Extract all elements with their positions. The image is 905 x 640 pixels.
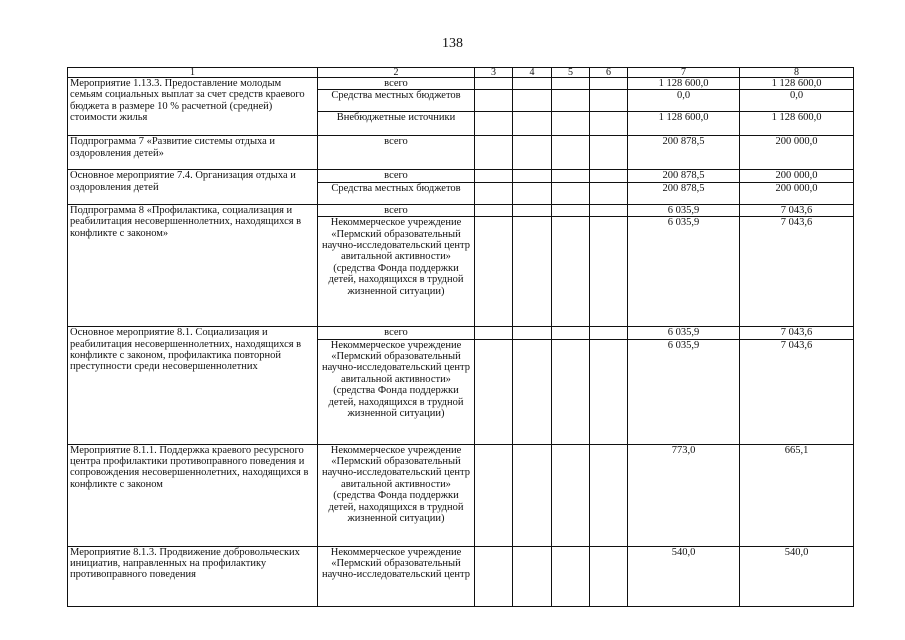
empty-cell <box>513 204 552 216</box>
row-title: Подпрограмма 8 «Профилактика, социализация и реабилитация несовершеннолетних, находящихся в конфликте с законом» <box>68 204 318 326</box>
empty-cell <box>590 112 628 136</box>
value-col-7: 200 878,5 <box>628 170 740 182</box>
empty-cell <box>475 327 513 339</box>
empty-cell <box>552 546 590 606</box>
empty-cell <box>513 217 552 327</box>
empty-cell <box>513 339 552 444</box>
empty-cell <box>552 182 590 204</box>
header-cell: 3 <box>475 68 513 78</box>
funding-source: всего <box>318 136 475 170</box>
value-col-8: 7 043,6 <box>740 327 854 339</box>
header-cell: 8 <box>740 68 854 78</box>
value-col-7: 6 035,9 <box>628 327 740 339</box>
row-title: Мероприятие 8.1.1. Поддержка краевого ресурсного центра профилактики противоправного поведения и сопровождения несовершеннолетних, находящихся в конфликте с законом <box>68 444 318 546</box>
empty-cell <box>590 444 628 546</box>
empty-cell <box>475 170 513 182</box>
row-title: Основное мероприятие 7.4. Организация отдыха и оздоровления детей <box>68 170 318 204</box>
table-row <box>68 170 854 182</box>
empty-cell <box>475 546 513 606</box>
empty-cell <box>513 327 552 339</box>
table-row <box>68 327 854 339</box>
funding-source: Средства местных бюджетов <box>318 182 475 204</box>
header-cell: 6 <box>590 68 628 78</box>
table-row <box>68 136 854 170</box>
empty-cell <box>590 78 628 90</box>
value-col-7: 540,0 <box>628 546 740 606</box>
table-row <box>68 444 854 546</box>
empty-cell <box>475 90 513 112</box>
value-col-8: 200 000,0 <box>740 182 854 204</box>
value-col-7: 6 035,9 <box>628 204 740 216</box>
value-col-7: 6 035,9 <box>628 217 740 327</box>
value-col-8: 540,0 <box>740 546 854 606</box>
empty-cell <box>513 444 552 546</box>
funding-source: Некоммерческое учреждение «Пермский образовательный научно-исследовательский центр <box>318 546 475 606</box>
value-col-8: 7 043,6 <box>740 217 854 327</box>
empty-cell <box>552 136 590 170</box>
empty-cell <box>590 327 628 339</box>
value-col-7: 200 878,5 <box>628 182 740 204</box>
funding-source: Некоммерческое учреждение «Пермский образовательный научно-исследовательский центр авитальной активности» (средства Фонда поддержки детей, находящихся в трудной жизненной ситуации) <box>318 217 475 327</box>
empty-cell <box>475 182 513 204</box>
empty-cell <box>513 90 552 112</box>
value-col-7: 1 128 600,0 <box>628 78 740 90</box>
empty-cell <box>552 112 590 136</box>
empty-cell <box>475 339 513 444</box>
table-row <box>68 78 854 90</box>
empty-cell <box>590 136 628 170</box>
empty-cell <box>475 444 513 546</box>
funding-source: всего <box>318 78 475 90</box>
empty-cell <box>552 204 590 216</box>
funding-source: всего <box>318 170 475 182</box>
funding-source: Средства местных бюджетов <box>318 90 475 112</box>
row-title: Мероприятие 1.13.3. Предоставление молодым семьям социальных выплат за счет средств краевого бюджета в размере 10 % расчетной (средней) стоимости жилья <box>68 78 318 136</box>
value-col-8: 665,1 <box>740 444 854 546</box>
value-col-7: 200 878,5 <box>628 136 740 170</box>
header-cell: 4 <box>513 68 552 78</box>
header-cell: 1 <box>68 68 318 78</box>
value-col-7: 773,0 <box>628 444 740 546</box>
table-row <box>68 546 854 606</box>
empty-cell <box>475 112 513 136</box>
empty-cell <box>552 90 590 112</box>
empty-cell <box>475 78 513 90</box>
empty-cell <box>552 170 590 182</box>
funding-source: всего <box>318 204 475 216</box>
empty-cell <box>513 182 552 204</box>
empty-cell <box>552 327 590 339</box>
page-number: 138 <box>442 36 463 51</box>
empty-cell <box>513 546 552 606</box>
value-col-7: 6 035,9 <box>628 339 740 444</box>
value-col-8: 7 043,6 <box>740 204 854 216</box>
empty-cell <box>590 90 628 112</box>
empty-cell <box>475 217 513 327</box>
value-col-8: 1 128 600,0 <box>740 112 854 136</box>
empty-cell <box>513 136 552 170</box>
empty-cell <box>590 182 628 204</box>
value-col-8: 7 043,6 <box>740 339 854 444</box>
value-col-7: 0,0 <box>628 90 740 112</box>
empty-cell <box>590 170 628 182</box>
header-cell: 7 <box>628 68 740 78</box>
table-header-row <box>68 68 854 78</box>
empty-cell <box>552 444 590 546</box>
value-col-8: 200 000,0 <box>740 170 854 182</box>
empty-cell <box>475 136 513 170</box>
value-col-8: 0,0 <box>740 90 854 112</box>
empty-cell <box>590 204 628 216</box>
funding-source: Внебюджетные источники <box>318 112 475 136</box>
empty-cell <box>513 170 552 182</box>
empty-cell <box>590 546 628 606</box>
empty-cell <box>590 217 628 327</box>
empty-cell <box>552 217 590 327</box>
value-col-8: 200 000,0 <box>740 136 854 170</box>
header-cell: 5 <box>552 68 590 78</box>
header-cell: 2 <box>318 68 475 78</box>
empty-cell <box>513 78 552 90</box>
row-title: Подпрограмма 7 «Развитие системы отдыха и оздоровления детей» <box>68 136 318 170</box>
empty-cell <box>513 112 552 136</box>
funding-source: всего <box>318 327 475 339</box>
row-title: Мероприятие 8.1.3. Продвижение добровольческих инициатив, направленных на профилактику противоправного поведения <box>68 546 318 606</box>
funding-source: Некоммерческое учреждение «Пермский образовательный научно-исследовательский центр авитальной активности» (средства Фонда поддержки детей, находящихся в трудной жизненной ситуации) <box>318 444 475 546</box>
empty-cell <box>552 339 590 444</box>
budget-table <box>67 67 854 607</box>
empty-cell <box>475 204 513 216</box>
value-col-8: 1 128 600,0 <box>740 78 854 90</box>
table-row <box>68 204 854 216</box>
funding-source: Некоммерческое учреждение «Пермский образовательный научно-исследовательский центр авитальной активности» (средства Фонда поддержки детей, находящихся в трудной жизненной ситуации) <box>318 339 475 444</box>
empty-cell <box>590 339 628 444</box>
empty-cell <box>552 78 590 90</box>
row-title: Основное мероприятие 8.1. Социализация и реабилитация несовершеннолетних, находящихся в конфликте с законом, профилактика повторной преступности среди несовершеннолетних <box>68 327 318 444</box>
value-col-7: 1 128 600,0 <box>628 112 740 136</box>
